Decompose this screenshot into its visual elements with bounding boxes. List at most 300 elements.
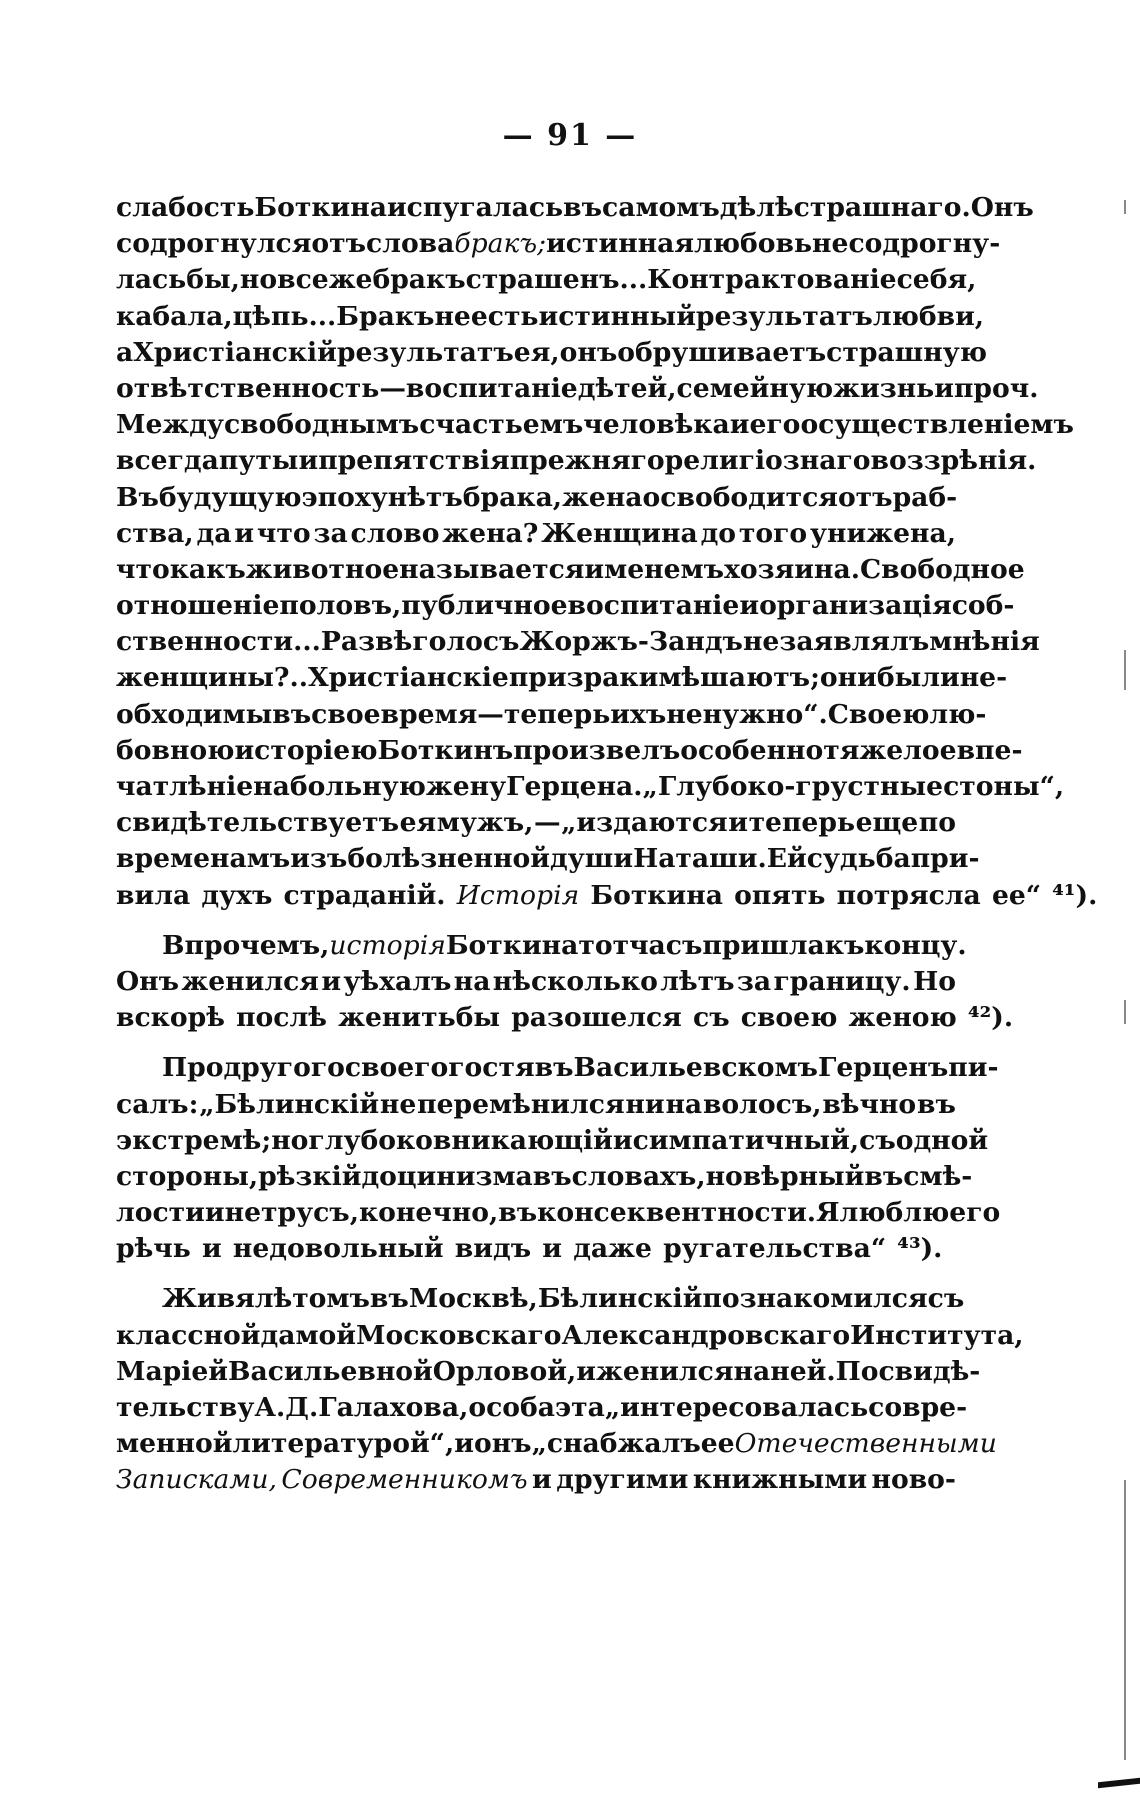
word: вникающій — [432, 1124, 613, 1156]
word: границу. — [773, 965, 911, 997]
word: даже — [573, 1233, 652, 1265]
word: тотчасъ — [578, 929, 703, 961]
word: Отечественными — [734, 1428, 997, 1460]
word: больную — [289, 771, 426, 802]
word: классной — [116, 1319, 261, 1351]
word: жена? — [442, 517, 539, 549]
word: онъ — [559, 336, 618, 368]
word: послѣ — [236, 1002, 327, 1034]
word: и — [321, 965, 342, 997]
word: рѣзкій — [258, 1160, 362, 1192]
word: стороны, — [116, 1160, 259, 1192]
word: лѣтъ — [660, 965, 735, 997]
word: Развѣ — [320, 626, 413, 658]
word: въ — [563, 192, 603, 223]
word: и — [612, 1124, 633, 1156]
word: болѣзненной — [347, 843, 551, 875]
word: ства, — [116, 517, 194, 549]
text-line — [116, 1281, 965, 1317]
text-line — [116, 1195, 1001, 1231]
word: при- — [910, 843, 980, 875]
word: Между — [116, 409, 224, 441]
word: содрогнулся — [116, 228, 312, 260]
margin-mark — [1124, 650, 1126, 690]
word: „Бѣлинскій — [199, 1088, 380, 1120]
word: и — [576, 1355, 596, 1387]
word: и — [454, 1428, 474, 1460]
word: вила — [116, 879, 191, 911]
text-line — [116, 226, 1001, 262]
word: истинный — [538, 300, 696, 332]
word: но — [239, 264, 278, 296]
word: и — [201, 1233, 222, 1265]
word: Въ — [116, 481, 159, 513]
text-line — [116, 335, 987, 371]
word: и — [739, 590, 760, 622]
word: въ — [498, 1197, 538, 1229]
word: книжными — [692, 1464, 868, 1496]
word: чатлѣніе — [116, 771, 254, 802]
word: отвѣтственность—воспитаніе — [116, 372, 578, 404]
word: Галахова, — [318, 1392, 469, 1423]
word: нѣтъ — [387, 481, 463, 513]
text-line — [116, 552, 1025, 588]
margin-mark — [1124, 1000, 1126, 1024]
word: Современникомъ — [281, 1464, 528, 1496]
word: пи- — [948, 1052, 999, 1084]
word: другими — [556, 1464, 689, 1496]
text-line — [116, 624, 1040, 660]
word: перемѣнился — [417, 1088, 625, 1120]
word: лась — [116, 264, 187, 296]
word: консеквентности. — [537, 1197, 817, 1229]
word: на — [733, 1355, 771, 1387]
word: воспитаніе — [567, 590, 740, 622]
word: вѣрный — [742, 1160, 865, 1192]
word: ея, — [513, 336, 560, 368]
word: Маріей — [116, 1355, 229, 1387]
text-line — [116, 407, 1074, 443]
word: въ — [532, 1160, 572, 1192]
word: и — [298, 445, 319, 477]
word: ея — [399, 807, 437, 839]
word: съ — [859, 1124, 896, 1156]
word: впе- — [956, 734, 1023, 766]
word: не — [666, 698, 703, 730]
text-line — [116, 805, 956, 841]
word: въ — [272, 698, 312, 730]
word: Васильевной — [228, 1355, 433, 1387]
text-line — [116, 299, 985, 335]
word: цѣпь... — [232, 300, 337, 332]
word: все — [277, 264, 329, 296]
word: рѣчь — [116, 1233, 191, 1265]
word: воззрѣнія. — [870, 445, 1037, 477]
word: осуществленіемъ — [800, 409, 1074, 441]
word: видъ — [454, 1233, 532, 1265]
word: Христіанскій — [133, 336, 337, 368]
word: Боткина — [254, 192, 387, 223]
word: трусъ, — [261, 1197, 359, 1229]
text-line — [116, 1318, 1024, 1354]
word: мужъ, — [436, 807, 534, 839]
word: Онъ — [970, 192, 1034, 223]
word: конечно, — [358, 1197, 499, 1229]
word: ни — [625, 1088, 665, 1120]
word: нужно“. — [702, 698, 828, 730]
word: одной — [895, 1124, 989, 1156]
word: А. — [254, 1392, 286, 1423]
word: другого — [223, 1052, 345, 1084]
word: Бѣлинскій — [537, 1283, 703, 1315]
word: Исторія — [456, 879, 580, 911]
word: слово — [350, 517, 440, 549]
text-line — [116, 1231, 956, 1267]
word: любви, — [872, 300, 985, 332]
text-line — [116, 1390, 968, 1426]
word: гостя — [448, 1052, 535, 1084]
word: Записками, — [116, 1464, 277, 1496]
word: „издаются — [561, 807, 728, 839]
text-line — [116, 769, 1065, 805]
word: страшнаго. — [793, 192, 971, 223]
word: время—теперь — [380, 698, 611, 730]
word: на — [665, 1088, 703, 1120]
word: какъ — [169, 553, 246, 585]
word: ⁴¹). — [1052, 879, 1098, 911]
text-line — [116, 588, 1015, 624]
word: своею — [740, 1002, 838, 1034]
word: нѣсколько — [492, 965, 658, 997]
word: животное — [245, 553, 400, 585]
word: уѣхалъ — [343, 965, 452, 997]
word: менной — [116, 1428, 233, 1460]
word: а — [116, 336, 134, 368]
word: Онъ — [116, 965, 180, 997]
word: Москвѣ, — [408, 1283, 538, 1315]
word: за — [736, 965, 772, 997]
word: особа — [468, 1392, 555, 1423]
word: обходимы — [116, 698, 273, 730]
word: половъ, — [279, 590, 402, 622]
word: обрушиваетъ — [617, 336, 827, 368]
word: ⁴³). — [897, 1233, 943, 1265]
word: отъ — [837, 481, 893, 513]
word: свободнымъ — [223, 409, 420, 441]
text-line — [116, 660, 1008, 696]
word: заявлялъ — [779, 626, 930, 658]
word: не — [812, 228, 849, 260]
text-line — [116, 516, 956, 552]
word: призраки — [508, 662, 659, 694]
word: Живя — [162, 1283, 255, 1315]
word: не — [224, 1197, 262, 1229]
word: же — [328, 264, 373, 296]
word: тельству — [116, 1392, 255, 1423]
word: женщины?.. — [116, 662, 308, 694]
word: истинная — [546, 228, 695, 260]
word: дѣлѣ — [719, 192, 794, 223]
word: женился — [595, 1355, 734, 1387]
word: на — [253, 771, 290, 802]
word: словахъ, — [571, 1160, 706, 1192]
word: Боткина — [590, 879, 723, 911]
word: тяжелое — [823, 734, 957, 766]
text-line — [116, 1462, 956, 1498]
word: да — [196, 517, 232, 549]
word: теперь — [748, 807, 855, 839]
word: себя, — [896, 264, 977, 296]
text-line — [116, 697, 987, 733]
word: мѣшаютъ; — [658, 662, 820, 694]
word: путы — [218, 445, 299, 477]
word: самомъ — [602, 192, 720, 223]
text-line — [116, 262, 977, 298]
word: судьба — [806, 843, 911, 875]
margin-mark — [1124, 1480, 1126, 1760]
word: къ — [824, 929, 865, 961]
word: хозяина. — [724, 553, 860, 585]
word: опять — [734, 879, 826, 911]
word: соб- — [951, 590, 1015, 622]
word: бы, — [186, 264, 240, 296]
word: въ — [917, 1088, 956, 1120]
word: и — [204, 1197, 225, 1229]
word: Про — [162, 1052, 224, 1084]
word: отъ — [311, 228, 366, 260]
word: потрясла — [836, 879, 981, 911]
word: ново- — [871, 1464, 956, 1496]
word: эта — [554, 1392, 605, 1423]
word: въ — [534, 1052, 574, 1084]
word: „Глубоко-грустные — [642, 771, 944, 802]
word: мнѣнія — [929, 626, 1040, 658]
text-line — [116, 1426, 997, 1462]
word: религіознаго — [664, 445, 871, 477]
word: и — [934, 372, 954, 404]
word: стоны“, — [943, 771, 1065, 802]
word: Впрочемъ, — [162, 929, 330, 961]
word: на — [453, 965, 491, 997]
word: — — [533, 807, 561, 839]
text-line — [116, 964, 956, 1000]
word: свое — [311, 698, 381, 730]
text-line — [116, 1159, 973, 1195]
word: „снабжалъ — [531, 1428, 701, 1460]
word: слова — [366, 228, 455, 260]
word: до — [700, 517, 737, 549]
page-number: — 91 — — [502, 118, 638, 153]
word: Своею — [827, 698, 930, 730]
word: были — [876, 662, 960, 694]
word: литературой“, — [232, 1428, 455, 1460]
word: временамъ — [116, 843, 291, 875]
word: и — [234, 517, 255, 549]
word: ругательства“ — [663, 1233, 887, 1265]
word: страшную — [826, 336, 987, 368]
word: свидѣ- — [878, 1355, 981, 1387]
word: за — [313, 517, 348, 549]
word: съ — [693, 1002, 730, 1034]
word: результатъ — [695, 300, 873, 332]
word: въ — [864, 1160, 904, 1192]
word: Христіанскіе — [307, 662, 509, 694]
text-line — [116, 928, 967, 964]
word: экстремѣ; — [116, 1124, 272, 1156]
word: изъ — [290, 843, 348, 875]
word: они — [819, 662, 877, 694]
word: познакомился — [702, 1283, 928, 1315]
word: симпатичный, — [632, 1124, 860, 1156]
word: жену — [425, 771, 507, 802]
word: не — [434, 300, 471, 332]
word: брака, — [462, 481, 563, 513]
word: до — [361, 1160, 397, 1192]
margin-mark — [1124, 200, 1126, 214]
text-line — [116, 1050, 999, 1086]
word: бовною — [116, 734, 235, 766]
text-line — [116, 878, 1098, 914]
word: Ей — [766, 843, 807, 875]
word: бракъ — [372, 264, 466, 296]
word: и — [532, 1464, 552, 1496]
word: эпоху — [301, 481, 388, 513]
word: человѣка — [583, 409, 730, 441]
word: именемъ — [584, 553, 725, 585]
word: результатъ — [336, 336, 514, 368]
word: не — [379, 1088, 417, 1120]
word: Жоржъ-Зандъ — [519, 626, 743, 658]
word: ⁴²). — [967, 1002, 1014, 1034]
word: произвелъ — [513, 734, 681, 766]
word: организація — [759, 590, 952, 622]
word: Александровскаго — [561, 1319, 851, 1351]
word: „интересовалась — [604, 1392, 869, 1423]
word: и — [728, 807, 748, 839]
word: препятствія — [318, 445, 510, 477]
word: пришла — [702, 929, 825, 961]
word: Наташи. — [633, 843, 767, 875]
word: публичное — [401, 590, 568, 622]
word: проч. — [953, 372, 1039, 404]
scan-edge-mark — [1098, 1778, 1140, 1788]
word: по — [918, 807, 956, 839]
word: слабость — [116, 192, 255, 223]
word: страшенъ... — [465, 264, 648, 296]
word: Контрактованіе — [647, 264, 897, 296]
word: бракъ; — [454, 228, 547, 260]
word: волосъ, — [702, 1088, 822, 1120]
word: ихъ — [610, 698, 667, 730]
word: Женщина — [541, 517, 698, 549]
word: отношеніе — [116, 590, 280, 622]
word: раб- — [892, 481, 958, 513]
word: особенно — [680, 734, 824, 766]
word: жена — [562, 481, 643, 513]
word: Но — [913, 965, 956, 997]
text-line — [116, 1087, 956, 1123]
word: содрогну- — [848, 228, 1001, 260]
word: всегда — [116, 445, 219, 477]
word: голосъ — [412, 626, 520, 658]
word: Герценъ — [817, 1052, 949, 1084]
word: называется — [399, 553, 585, 585]
text-line — [116, 733, 1023, 769]
word: и — [729, 409, 750, 441]
word: ее“ — [991, 879, 1042, 911]
word: семейную — [676, 372, 834, 404]
word: По — [835, 1355, 879, 1387]
word: вѣчно — [822, 1088, 917, 1120]
word: лости — [116, 1197, 205, 1229]
word: женою — [848, 1002, 957, 1034]
word: дѣтей, — [577, 372, 677, 404]
word: люблю — [839, 1197, 950, 1229]
word: разошелся — [511, 1002, 682, 1034]
word: Герцена. — [506, 771, 643, 802]
word: кабала, — [116, 300, 233, 332]
word: въ — [369, 1283, 409, 1315]
word: цинизма — [396, 1160, 533, 1192]
word: прежняго — [509, 445, 665, 477]
word: любовь — [694, 228, 813, 260]
text-line — [116, 1000, 1014, 1036]
word: исторія — [329, 929, 446, 961]
word: ней. — [770, 1355, 836, 1387]
word: Д. — [285, 1392, 319, 1423]
word: освободится — [642, 481, 838, 513]
word: Свободное — [859, 553, 1025, 585]
word: его — [949, 1197, 1001, 1229]
word: страданій. — [283, 879, 446, 911]
word: духъ — [201, 879, 273, 911]
word: смѣ- — [903, 1160, 973, 1192]
word: ственности... — [116, 626, 321, 658]
word: будущую — [158, 481, 302, 513]
word: Московскаго — [356, 1319, 562, 1351]
text-line — [116, 443, 1037, 479]
text-line — [116, 190, 1034, 226]
word: совре- — [868, 1392, 968, 1423]
word: того — [738, 517, 808, 549]
word: женился — [181, 965, 319, 997]
word: и — [542, 1233, 563, 1265]
word: но — [705, 1160, 743, 1192]
word: недовольный — [232, 1233, 444, 1265]
word: женитьбы — [338, 1002, 501, 1034]
word: Бракъ — [336, 300, 435, 332]
word: есть — [470, 300, 539, 332]
word: съ — [927, 1283, 965, 1315]
word: счастьемъ — [419, 409, 584, 441]
word: Орловой, — [432, 1355, 577, 1387]
word: Института, — [850, 1319, 1024, 1351]
word: не — [742, 626, 780, 658]
text-line — [116, 480, 956, 516]
word: испугалась — [386, 192, 564, 223]
word: своего — [344, 1052, 449, 1084]
word: души — [550, 843, 634, 875]
word: Боткинъ — [377, 734, 514, 766]
word: не- — [959, 662, 1008, 694]
text-line — [116, 841, 980, 877]
text-line — [116, 1354, 981, 1390]
word: Я — [816, 1197, 840, 1229]
word: что — [116, 553, 170, 585]
word: унижена, — [810, 517, 956, 549]
word: свидѣтельствуетъ — [116, 807, 399, 839]
word: исторіею — [234, 734, 378, 766]
